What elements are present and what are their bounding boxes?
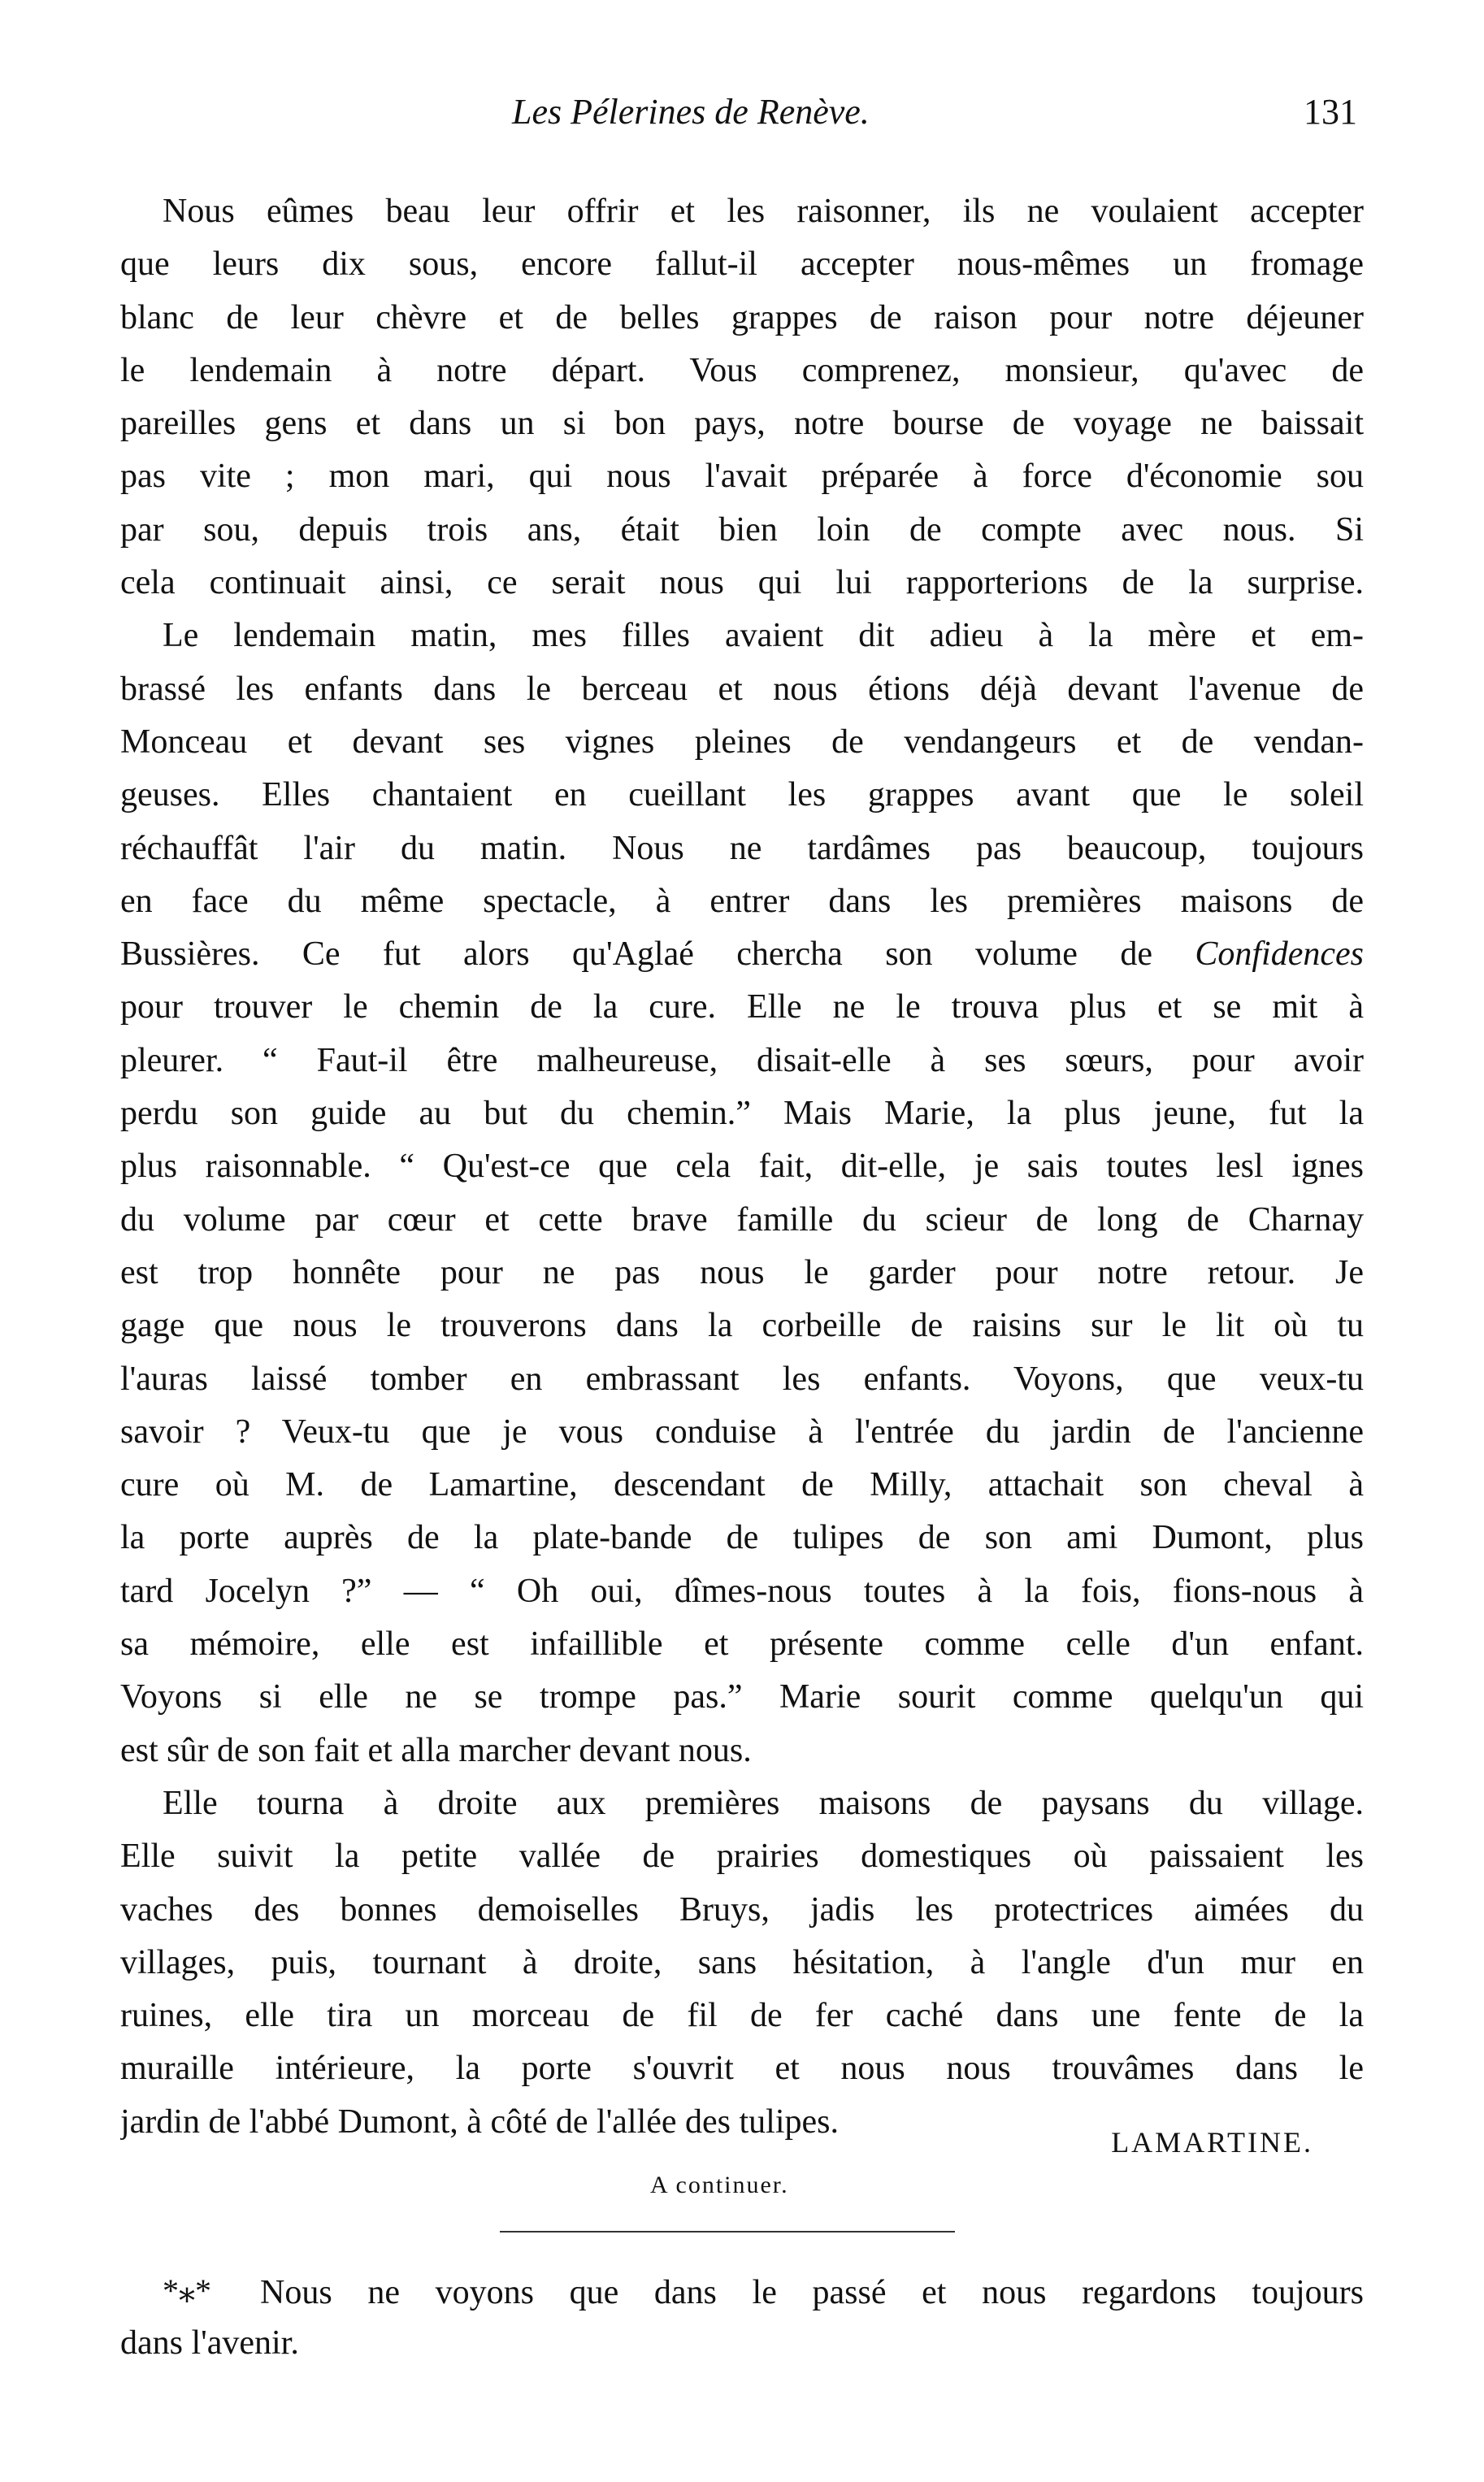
text-line: le lendemain à notre départ. Vous comprenez, monsieur, qu'avec de	[120, 351, 1364, 389]
text-line: blanc de leur chèvre et de belles grappes de raison pour notre déjeuner	[120, 298, 1364, 336]
separator-rule	[500, 2231, 955, 2232]
text-line: pareilles gens et dans un si bon pays, notre bourse de voyage ne baissait	[120, 405, 1364, 443]
paragraph-1	[120, 185, 1364, 610]
footnote-line: dans l'avenir.	[120, 2324, 299, 2362]
text-line: vaches des bonnes demoiselles Bruys, jadis les protectrices aimées du	[120, 1890, 1364, 1929]
text-line: brassé les enfants dans le berceau et nous étions déjà devant l'avenue de	[120, 670, 1364, 708]
text-line: la porte auprès de la plate-bande de tulipes de son ami Dumont, plus	[120, 1519, 1364, 1557]
asterism-icon: *⁎*	[163, 2272, 211, 2309]
running-title: Les Pélerines de Renève.	[512, 92, 870, 132]
to-continue-note: A continuer.	[650, 2172, 789, 2198]
footnote	[120, 2267, 1364, 2368]
text-line: perdu son guide au but du chemin.” Mais Marie, la plus jeune, fut la	[120, 1095, 1364, 1133]
paragraph-3	[120, 1777, 1364, 2149]
text-line: geuses. Elles chantaient en cueillant les grappes avant que le soleil	[120, 776, 1364, 814]
footnote-line	[120, 2267, 1364, 2318]
text-line: du volume par cœur et cette brave famille du scieur de long de Charnay	[120, 1200, 1364, 1239]
page-header	[122, 91, 1357, 148]
text-line: Monceau et devant ses vignes pleines de vendangeurs et de vendan-	[120, 722, 1364, 761]
footnote-text: Nous ne voyons que dans le passé et nous regardons toujours	[260, 2274, 1364, 2311]
text-line: réchauffât l'air du matin. Nous ne tardâmes pas beaucoup, toujours	[120, 829, 1364, 867]
text-line: gage que nous le trouverons dans la corbeille de raisins sur le lit où tu	[120, 1307, 1364, 1345]
text-line: plus raisonnable. “ Qu'est-ce que cela fait, dit-elle, je sais toutes lesl ignes	[120, 1148, 1364, 1186]
text-line: villages, puis, tournant à droite, sans hésitation, à l'angle d'un mur en	[120, 1943, 1364, 1981]
text-line: Voyons si elle ne se trompe pas.” Marie sourit comme quelqu'un qui	[120, 1678, 1364, 1716]
text-line: en face du même spectacle, à entrer dans les premières maisons de	[120, 882, 1364, 920]
text-line: que leurs dix sous, encore fallut-il accepter nous-mêmes un fromage	[120, 245, 1364, 284]
body-text	[120, 185, 1364, 2149]
text-line: est trop honnête pour ne pas nous le garder pour notre retour. Je	[120, 1253, 1364, 1291]
text-line: Le lendemain matin, mes filles avaient dit adieu à la mère et em-	[163, 617, 1364, 655]
text-line: Bussières. Ce fut alors qu'Aglaé chercha son volume de Confidences	[120, 935, 1364, 974]
text-line: ruines, elle tira un morceau de fil de fer caché dans une fente de la	[120, 1997, 1364, 2035]
text-line: Nous eûmes beau leur offrir et les raisonner, ils ne voulaient accepter	[163, 193, 1364, 230]
text-line: cure où M. de Lamartine, descendant de Milly, attachait son cheval à	[120, 1466, 1364, 1504]
text-line: Elle tourna à droite aux premières maisons de paysans du village.	[163, 1784, 1364, 1822]
text-line: savoir ? Veux-tu que je vous conduise à l'entrée du jardin de l'ancienne	[120, 1412, 1364, 1451]
book-title-italic: Confidences	[1195, 935, 1364, 974]
page-number: 131	[1304, 92, 1357, 132]
text-line: muraille intérieure, la porte s'ouvrit et nous nous trouvâmes dans le	[120, 2050, 1364, 2088]
text-line: pleurer. “ Faut-il être malheureuse, disait-elle à ses sœurs, pour avoir	[120, 1041, 1364, 1079]
text-line: jardin de l'abbé Dumont, à côté de l'allée des tulipes.	[120, 2102, 840, 2141]
text-line: pas vite ; mon mari, qui nous l'avait préparée à force d'économie sou	[120, 458, 1364, 496]
text-line: pour trouver le chemin de la cure. Elle ne le trouva plus et se mit à	[120, 988, 1364, 1026]
text-line: Elle suivit la petite vallée de prairies domestiques où paissaient les	[120, 1838, 1364, 1876]
text-line: est sûr de son fait et alla marcher devant nous.	[120, 1731, 752, 1769]
paragraph-2	[120, 610, 1364, 1777]
text-line: tard Jocelyn ?” — “ Oh oui, dîmes-nous toutes à la fois, fions-nous à	[120, 1572, 1364, 1610]
author-signature: LAMARTINE.	[1111, 2126, 1313, 2159]
text-line: sa mémoire, elle est infaillible et présente comme celle d'un enfant.	[120, 1625, 1364, 1664]
text-line: par sou, depuis trois ans, était bien loin de compte avec nous. Si	[120, 510, 1364, 549]
text-line: l'auras laissé tomber en embrassant les enfants. Voyons, que veux-tu	[120, 1360, 1364, 1398]
text-line: cela continuait ainsi, ce serait nous qui lui rapporterions de la surprise.	[120, 564, 1364, 602]
